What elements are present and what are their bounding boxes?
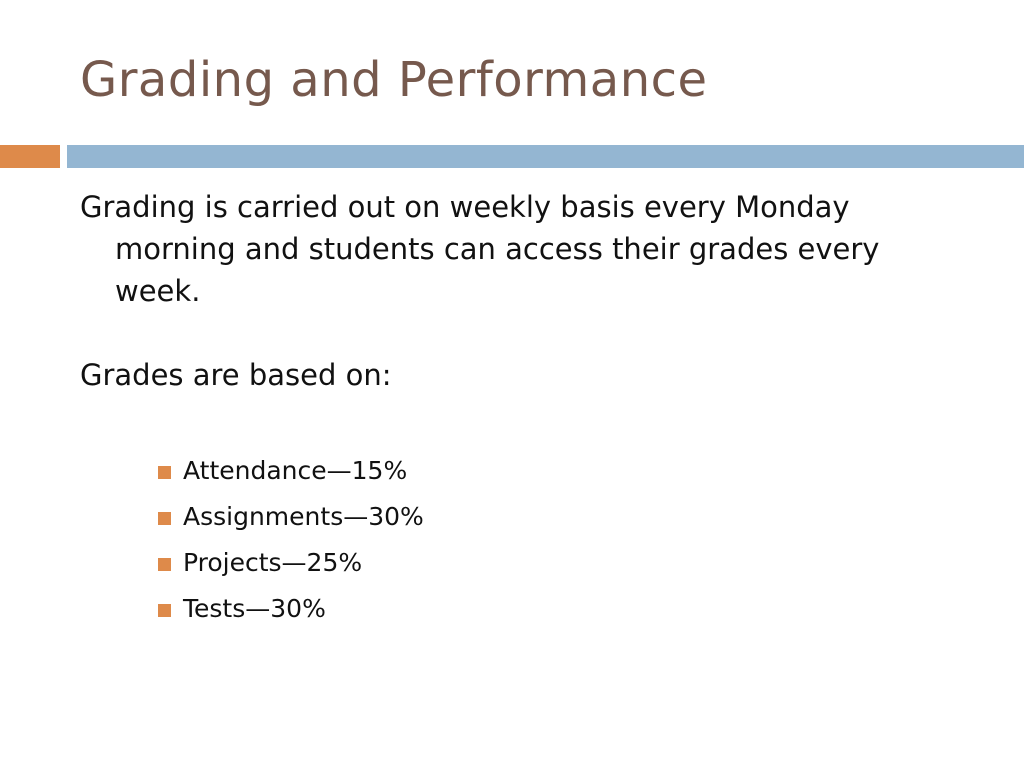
grade-component-label: Projects—25% [183, 548, 363, 577]
square-bullet-icon [158, 512, 171, 525]
list-item [158, 586, 940, 632]
grading-schedule-text: Grading is carried out on weekly basis every Monday morning and students can access their grades every week. [80, 190, 880, 308]
list-item [158, 540, 940, 586]
list-item [158, 448, 940, 494]
title-divider-accent [0, 145, 60, 168]
grade-component-label: Assignments—30% [183, 502, 424, 531]
grades-based-on-text: Grades are based on: [80, 358, 392, 392]
slide-body [80, 186, 940, 632]
grade-component-label: Tests—30% [183, 594, 326, 623]
square-bullet-icon [158, 604, 171, 617]
list-item [158, 494, 940, 540]
grade-components-list [158, 448, 940, 632]
square-bullet-icon [158, 558, 171, 571]
square-bullet-icon [158, 466, 171, 479]
title-divider-bar [67, 145, 1024, 168]
slide-title: Grading and Performance [80, 52, 708, 108]
grade-component-label: Attendance—15% [183, 456, 408, 485]
